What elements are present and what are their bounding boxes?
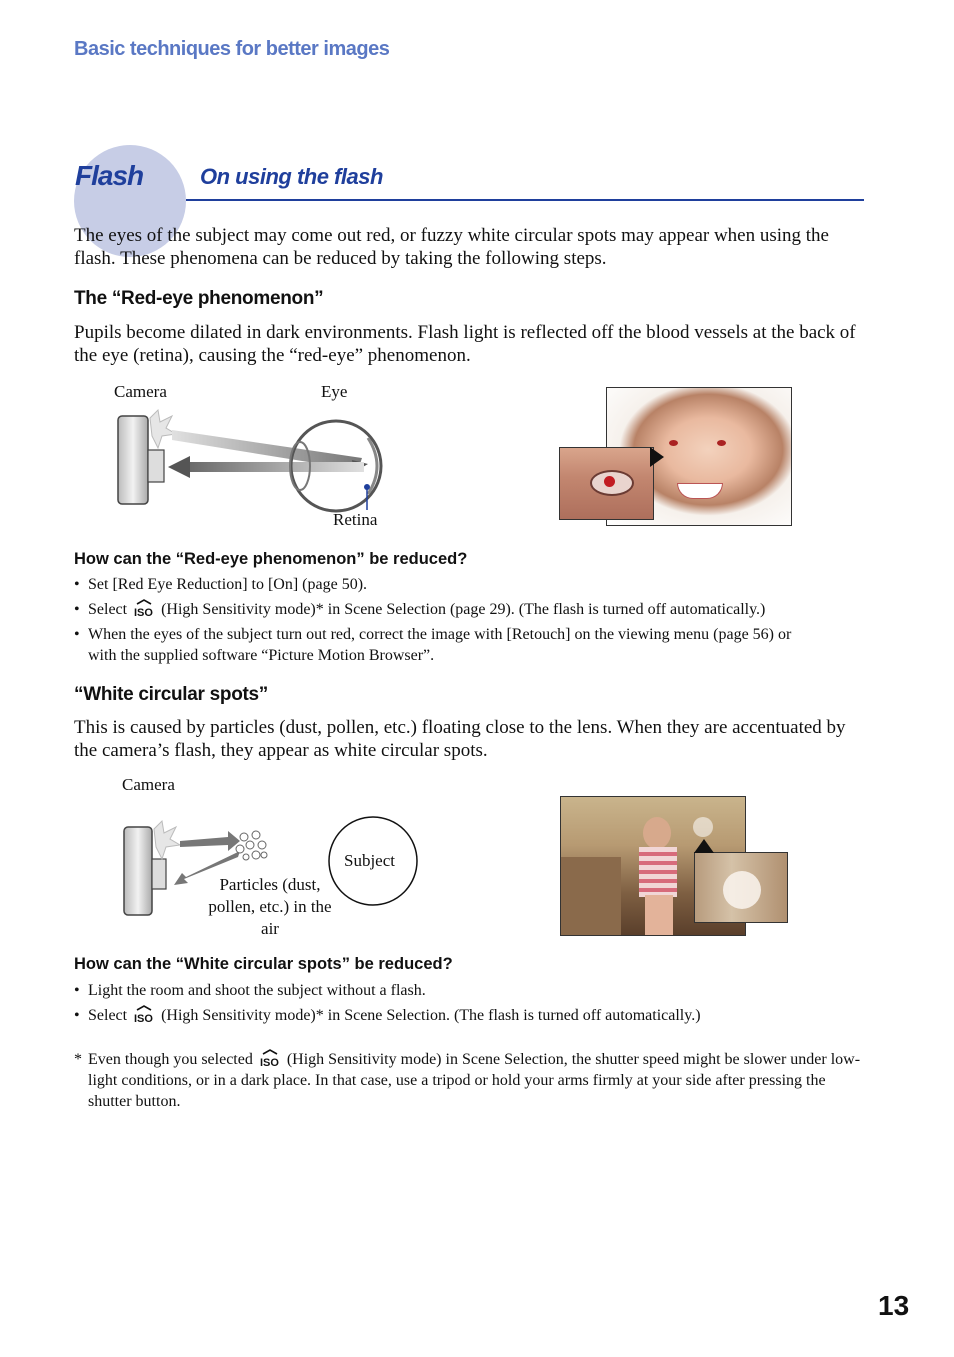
room-shelf <box>561 857 621 935</box>
red-eye-diagram-art <box>100 380 400 530</box>
diagram-eye-label: Eye <box>321 382 348 401</box>
list-item: • Select ISO (High Sensitivity mode)* in Scene Selection (page 29). (The flash is turned off automatically.) <box>74 601 766 618</box>
red-eye-reduce-heading: How can the “Red-eye phenomenon” be reduced? <box>74 550 468 568</box>
footnote: * Even though you selected ISO (High Sensitivity mode) in Scene Selection, the shutter speed might be slower under low-light conditions, or in a dark place. In that case, use a tripod or hold your arms firmly at your side after pressing the shutter button. <box>74 1051 861 1110</box>
list-item: • Select ISO (High Sensitivity mode)* in Scene Selection. (The flash is turned off automatically.) <box>74 1007 701 1024</box>
list-item: • When the eyes of the subject turn out red, correct the image with [Retouch] on the viewing menu (page 56) or with the supplied software “Picture Motion Browser”. <box>74 626 792 664</box>
list-item: • Set [Red Eye Reduction] to [On] (page 50). <box>74 576 368 593</box>
red-pupil-right <box>717 440 726 446</box>
closeup-red-pupil <box>604 476 615 487</box>
svg-text:ISO: ISO <box>134 607 154 617</box>
white-spots-body: This is caused by particles (dust, pollen, etc.) floating close to the lens. When they are accentuated by the camera’s flash, they appear as white circular spots. <box>74 717 846 761</box>
red-eye-closeup-photo <box>559 447 654 520</box>
smile <box>677 483 723 499</box>
particles-icon <box>236 831 267 860</box>
red-eye-body: Pupils become dilated in dark environments. Flash light is reflected off the blood vessels at the back of the eye (retina), causing the “red-eye” phenomenon. <box>74 322 856 366</box>
white-spots-heading: “White circular spots” <box>74 684 268 705</box>
child-shirt <box>639 847 677 897</box>
page-title: Flash <box>75 160 144 191</box>
high-sensitivity-mode-icon <box>259 1049 281 1067</box>
diagram-subject-label: Subject <box>344 851 395 870</box>
white-spots-closeup-photo <box>694 852 788 923</box>
red-eye-heading: The “Red-eye phenomenon” <box>74 288 324 309</box>
list-item: • Light the room and shoot the subject without a flash. <box>74 982 426 999</box>
section-header: Basic techniques for better images <box>74 38 390 60</box>
child-head <box>643 817 671 849</box>
zoom-pointer <box>650 447 664 467</box>
title-rule <box>186 199 864 201</box>
closeup-white-spot <box>723 871 761 909</box>
high-sensitivity-mode-icon <box>133 599 155 617</box>
zoom-pointer <box>694 839 714 853</box>
high-sensitivity-mode-icon <box>133 1005 155 1023</box>
red-pupil-left <box>669 440 678 446</box>
child-legs <box>645 895 673 935</box>
diagram-camera-label: Camera <box>114 382 167 401</box>
diagram-particles-label: Particles (dust, pollen, etc.) in the air <box>208 875 332 938</box>
page-number: 13 <box>878 1290 910 1321</box>
page-subtitle: On using the flash <box>200 164 383 189</box>
white-spot <box>693 817 713 837</box>
camera-icon <box>118 410 176 504</box>
svg-text:ISO: ISO <box>134 1013 154 1023</box>
diagram-camera-label: Camera <box>122 775 175 794</box>
red-eye-diagram <box>100 380 400 530</box>
white-spots-diagram <box>100 773 430 943</box>
diagram-retina-label: Retina <box>333 510 378 529</box>
camera-icon <box>124 821 180 915</box>
svg-text:ISO: ISO <box>259 1057 279 1067</box>
white-spots-reduce-heading: How can the “White circular spots” be reduced? <box>74 955 453 973</box>
intro-paragraph: The eyes of the subject may come out red, or fuzzy white circular spots may appear when using the flash. These phenomena can be reduced by taking the following steps. <box>74 225 829 269</box>
